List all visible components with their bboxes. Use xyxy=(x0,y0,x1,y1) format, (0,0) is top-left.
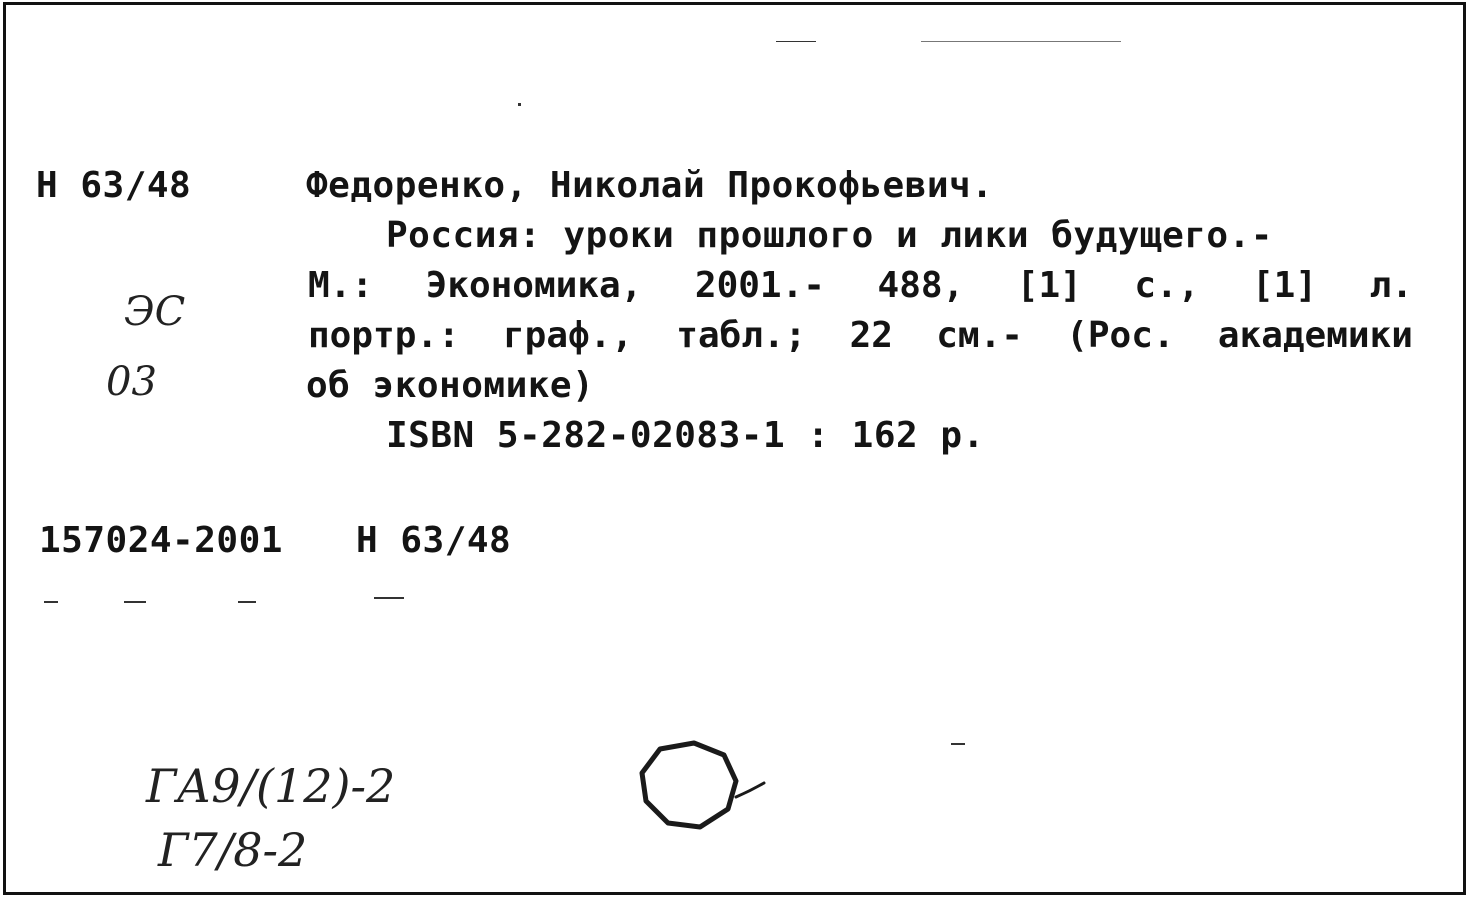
physical-description-line xyxy=(308,315,1413,357)
catalog-card xyxy=(3,2,1466,895)
speck-mark xyxy=(921,41,1121,42)
handwritten-inventory: Г7/8-2 xyxy=(158,823,308,877)
title-line: Россия: уроки прошлого и лики будущего.- xyxy=(386,215,1273,256)
author-heading: Федоренко, Николай Прокофьевич. xyxy=(306,165,994,206)
imprint-word: М.: xyxy=(308,265,374,306)
speck-mark xyxy=(518,103,521,106)
isbn-line: ISBN 5-282-02083-1 : 162 р. xyxy=(386,415,985,456)
physical-word: портр.: xyxy=(308,315,460,356)
speck-mark xyxy=(238,601,256,603)
speck-mark xyxy=(124,601,146,603)
speck-mark xyxy=(44,601,58,603)
imprint-word: 488, xyxy=(877,265,965,306)
imprint-word: 2001.- xyxy=(694,265,825,306)
accession-shelf-mark: Н 63/48 xyxy=(356,520,512,561)
imprint-word: л. xyxy=(1369,265,1413,306)
imprint-word: Экономика, xyxy=(425,265,643,306)
accession-number: 157024-2001 xyxy=(39,520,283,561)
physical-word: (Рос. xyxy=(1066,315,1175,356)
speck-mark xyxy=(776,41,816,42)
series-end-line: об экономике) xyxy=(306,365,595,406)
imprint-line xyxy=(308,265,1413,307)
shelf-mark: Н 63/48 xyxy=(36,165,192,206)
physical-word: академики xyxy=(1217,315,1413,356)
physical-word: 22 xyxy=(849,315,893,356)
handwritten-mark: 03 xyxy=(106,359,157,405)
handwritten-mark: ЭС xyxy=(124,289,186,335)
circle-mark-icon xyxy=(632,737,772,837)
imprint-word: [1] xyxy=(1016,265,1082,306)
physical-word: граф., xyxy=(502,315,634,356)
physical-word: табл.; xyxy=(676,315,807,356)
speck-mark xyxy=(374,597,404,599)
handwritten-inventory: ГА9/(12)-2 xyxy=(146,759,396,813)
imprint-word: [1] xyxy=(1251,265,1317,306)
speck-mark xyxy=(951,743,965,745)
physical-word: см.- xyxy=(936,315,1023,356)
imprint-word: с., xyxy=(1134,265,1200,306)
